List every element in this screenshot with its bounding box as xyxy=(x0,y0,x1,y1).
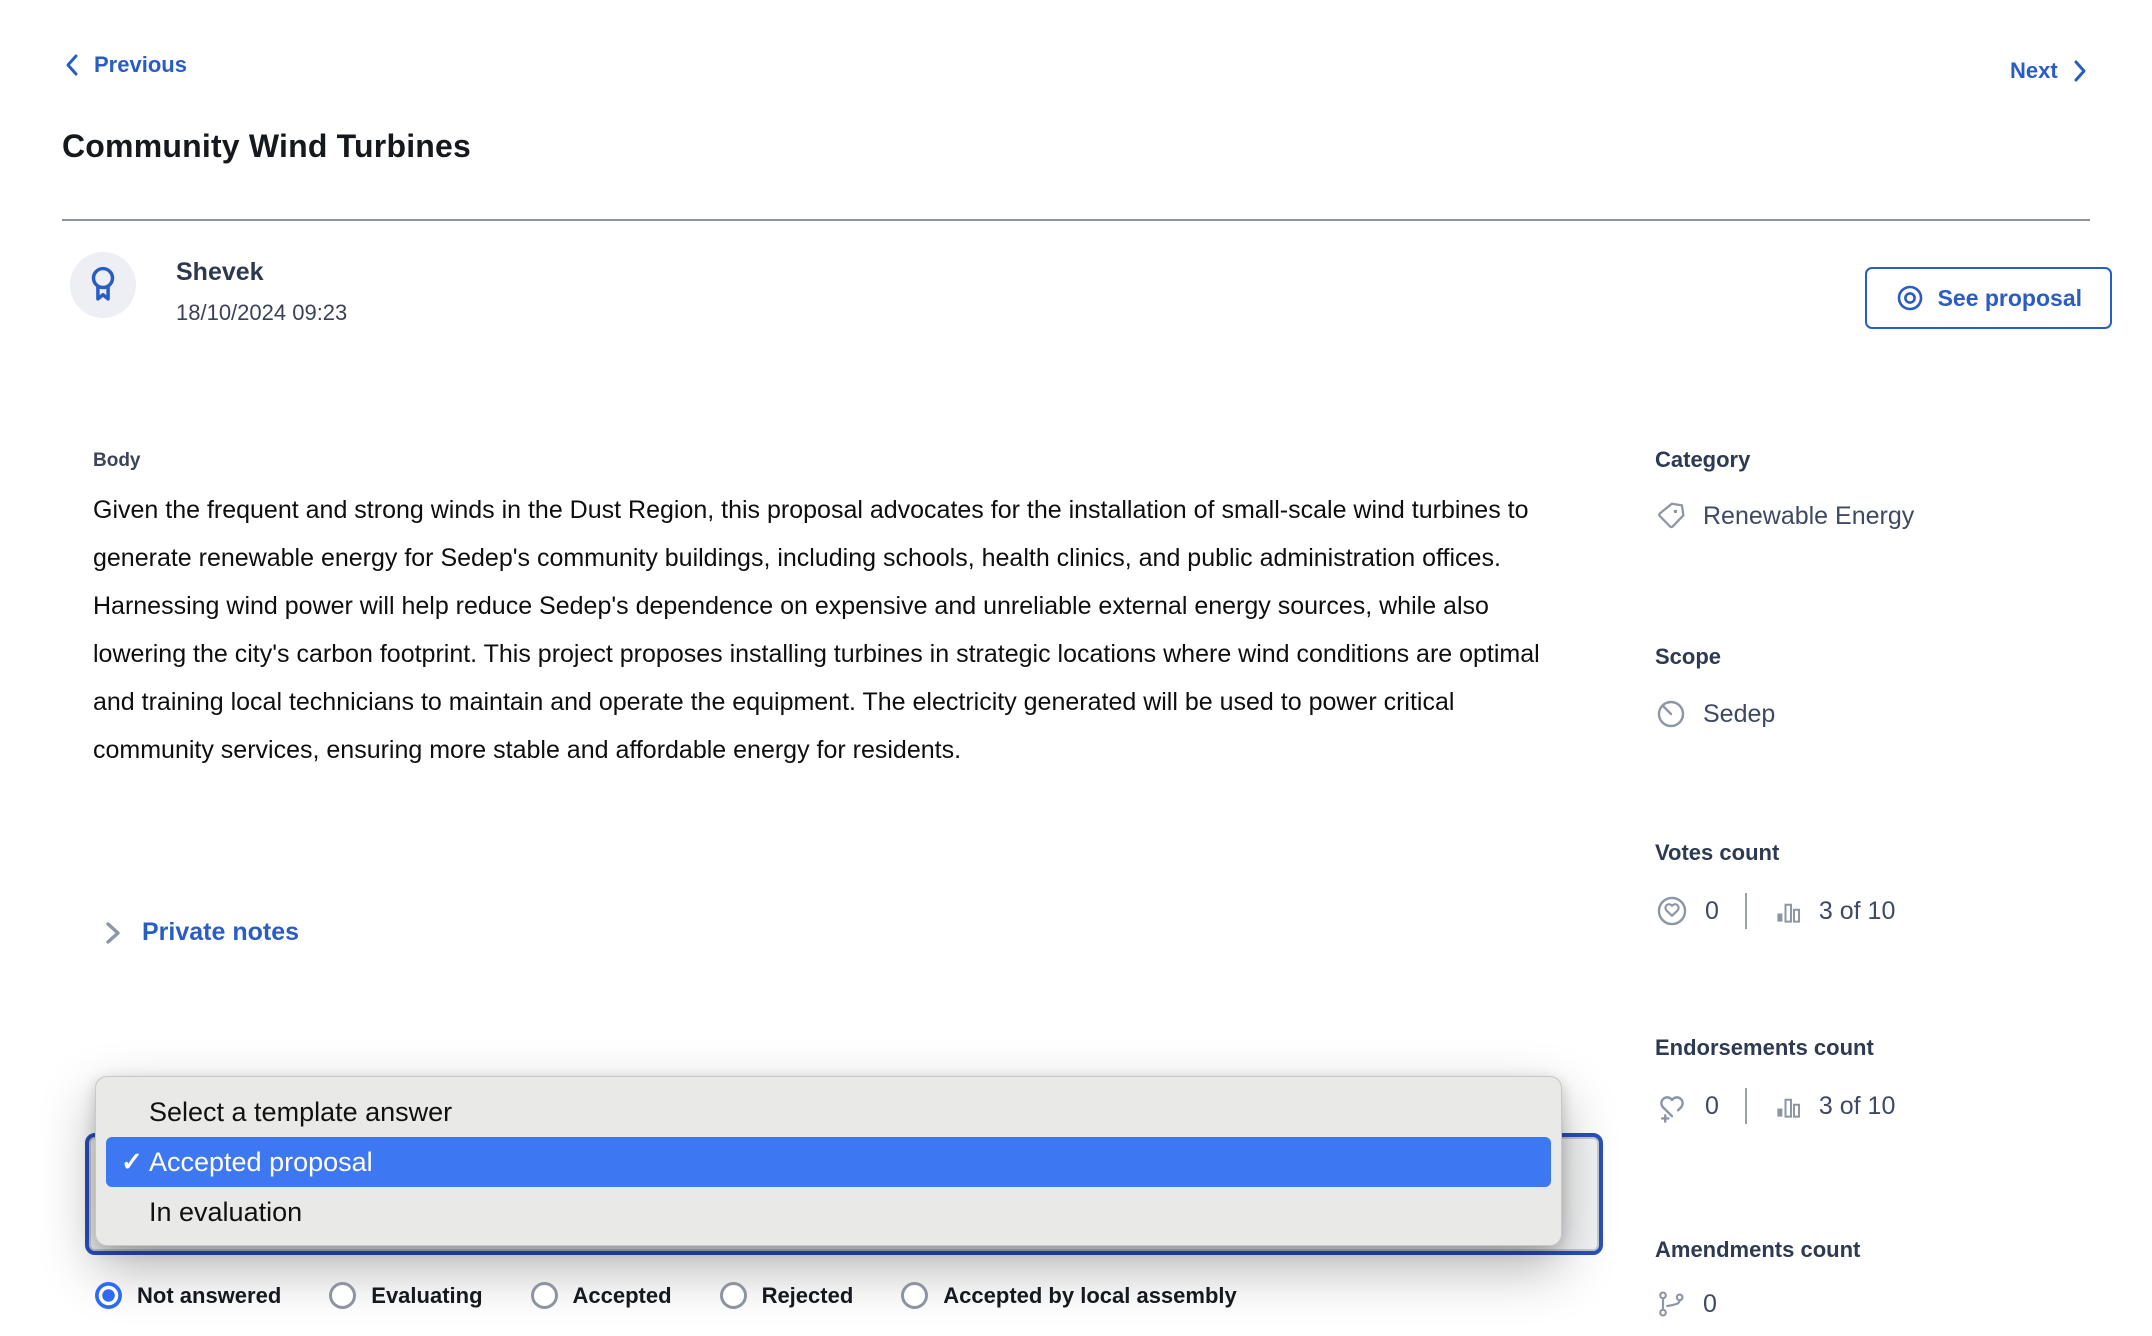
private-notes-label: Private notes xyxy=(142,918,300,946)
radio-accepted-local-assembly[interactable] xyxy=(901,1282,1236,1309)
answer-status-radio-group xyxy=(95,1282,1237,1309)
author-name: Shevek xyxy=(176,258,264,286)
template-answer-dropdown xyxy=(95,1076,1562,1246)
dropdown-option-in-evaluation[interactable] xyxy=(96,1187,1561,1237)
category-heading: Category xyxy=(1655,447,1751,472)
see-proposal-label: See proposal xyxy=(1937,284,2082,311)
radio-label[interactable]: Evaluating xyxy=(371,1282,483,1308)
radio-input[interactable] xyxy=(720,1282,747,1309)
tag-icon xyxy=(1655,500,1687,532)
radio-label[interactable]: Accepted xyxy=(572,1282,672,1308)
votes-count-row xyxy=(1655,893,1895,929)
dropdown-option-label: Accepted proposal xyxy=(149,1146,373,1177)
previous-link[interactable] xyxy=(62,52,187,78)
separator xyxy=(1745,1088,1747,1124)
radio-label[interactable]: Not answered xyxy=(137,1282,282,1308)
dropdown-option-accepted-proposal[interactable] xyxy=(106,1137,1551,1187)
bar-chart-icon xyxy=(1773,1091,1803,1121)
radio-evaluating[interactable] xyxy=(329,1282,482,1309)
amendments-count-heading: Amendments count xyxy=(1655,1237,1861,1262)
dropdown-option-placeholder[interactable] xyxy=(96,1087,1561,1137)
body-text: Given the frequent and strong winds in the Dust Region, this proposal advocates for the installation of small-scale wind turbines to generate renewable energy for Sedep's community buildings, including schools, health clinics, and public administration offices. Harnessing wind power will help reduce Sedep's dependence on expensive and unreliable external energy sources, while also lowering the city's carbon footprint. This project proposes installing turbines in strategic locations where wind conditions are optimal and training local technicians to maintain and operate the equipment. The electricity generated will be used to power critical community services, ensuring more stable and affordable energy for residents. xyxy=(93,496,1540,764)
radio-label[interactable]: Accepted by local assembly xyxy=(943,1282,1237,1308)
endorsements-count: 0 xyxy=(1705,1091,1719,1120)
scope-icon xyxy=(1655,698,1687,730)
endorsements-ranking: 3 of 10 xyxy=(1818,1091,1896,1120)
radio-input[interactable] xyxy=(901,1282,928,1309)
scope-heading: Scope xyxy=(1655,644,1722,669)
radio-input[interactable] xyxy=(95,1282,122,1309)
amendments-count-row xyxy=(1655,1288,1717,1320)
bar-chart-icon xyxy=(1773,896,1803,926)
eye-icon xyxy=(1895,283,1925,313)
votes-count-heading: Votes count xyxy=(1655,840,1780,865)
radio-not-answered[interactable] xyxy=(95,1282,281,1309)
author-timestamp: 18/10/2024 09:23 xyxy=(176,300,348,325)
chevron-right-icon xyxy=(2070,58,2090,84)
heart-circle-icon xyxy=(1655,894,1689,928)
amendments-count: 0 xyxy=(1703,1289,1717,1318)
endorsements-count-row xyxy=(1655,1088,1895,1124)
page-title: Community Wind Turbines xyxy=(62,128,472,164)
heart-add-icon xyxy=(1655,1089,1689,1123)
private-notes-toggle[interactable] xyxy=(104,918,299,947)
next-label: Next xyxy=(2010,58,2058,83)
radio-rejected[interactable] xyxy=(720,1282,854,1309)
see-proposal-button[interactable] xyxy=(1865,267,2112,329)
avatar xyxy=(70,252,136,318)
git-branch-icon xyxy=(1655,1288,1687,1320)
dropdown-option-label: Select a template answer xyxy=(149,1096,453,1127)
radio-input[interactable] xyxy=(531,1282,558,1309)
scope-value-row xyxy=(1655,698,1775,730)
scope-value: Sedep xyxy=(1703,699,1776,728)
dropdown-option-label: In evaluation xyxy=(149,1196,303,1227)
award-icon xyxy=(84,263,122,307)
check-icon: ✓ xyxy=(121,1146,143,1177)
title-divider xyxy=(62,219,2090,221)
previous-label: Previous xyxy=(94,52,187,77)
radio-input[interactable] xyxy=(329,1282,356,1309)
body-label: Body xyxy=(93,450,141,471)
votes-ranking: 3 of 10 xyxy=(1818,896,1896,925)
votes-count: 0 xyxy=(1705,896,1719,925)
radio-accepted[interactable] xyxy=(531,1282,672,1309)
next-link[interactable] xyxy=(2010,58,2090,84)
category-value-row xyxy=(1655,500,1914,532)
chevron-left-icon xyxy=(62,52,82,78)
separator xyxy=(1745,893,1747,929)
chevron-right-icon xyxy=(104,919,122,947)
radio-label[interactable]: Rejected xyxy=(761,1282,854,1308)
category-value: Renewable Energy xyxy=(1703,501,1915,530)
endorsements-count-heading: Endorsements count xyxy=(1655,1035,1874,1060)
